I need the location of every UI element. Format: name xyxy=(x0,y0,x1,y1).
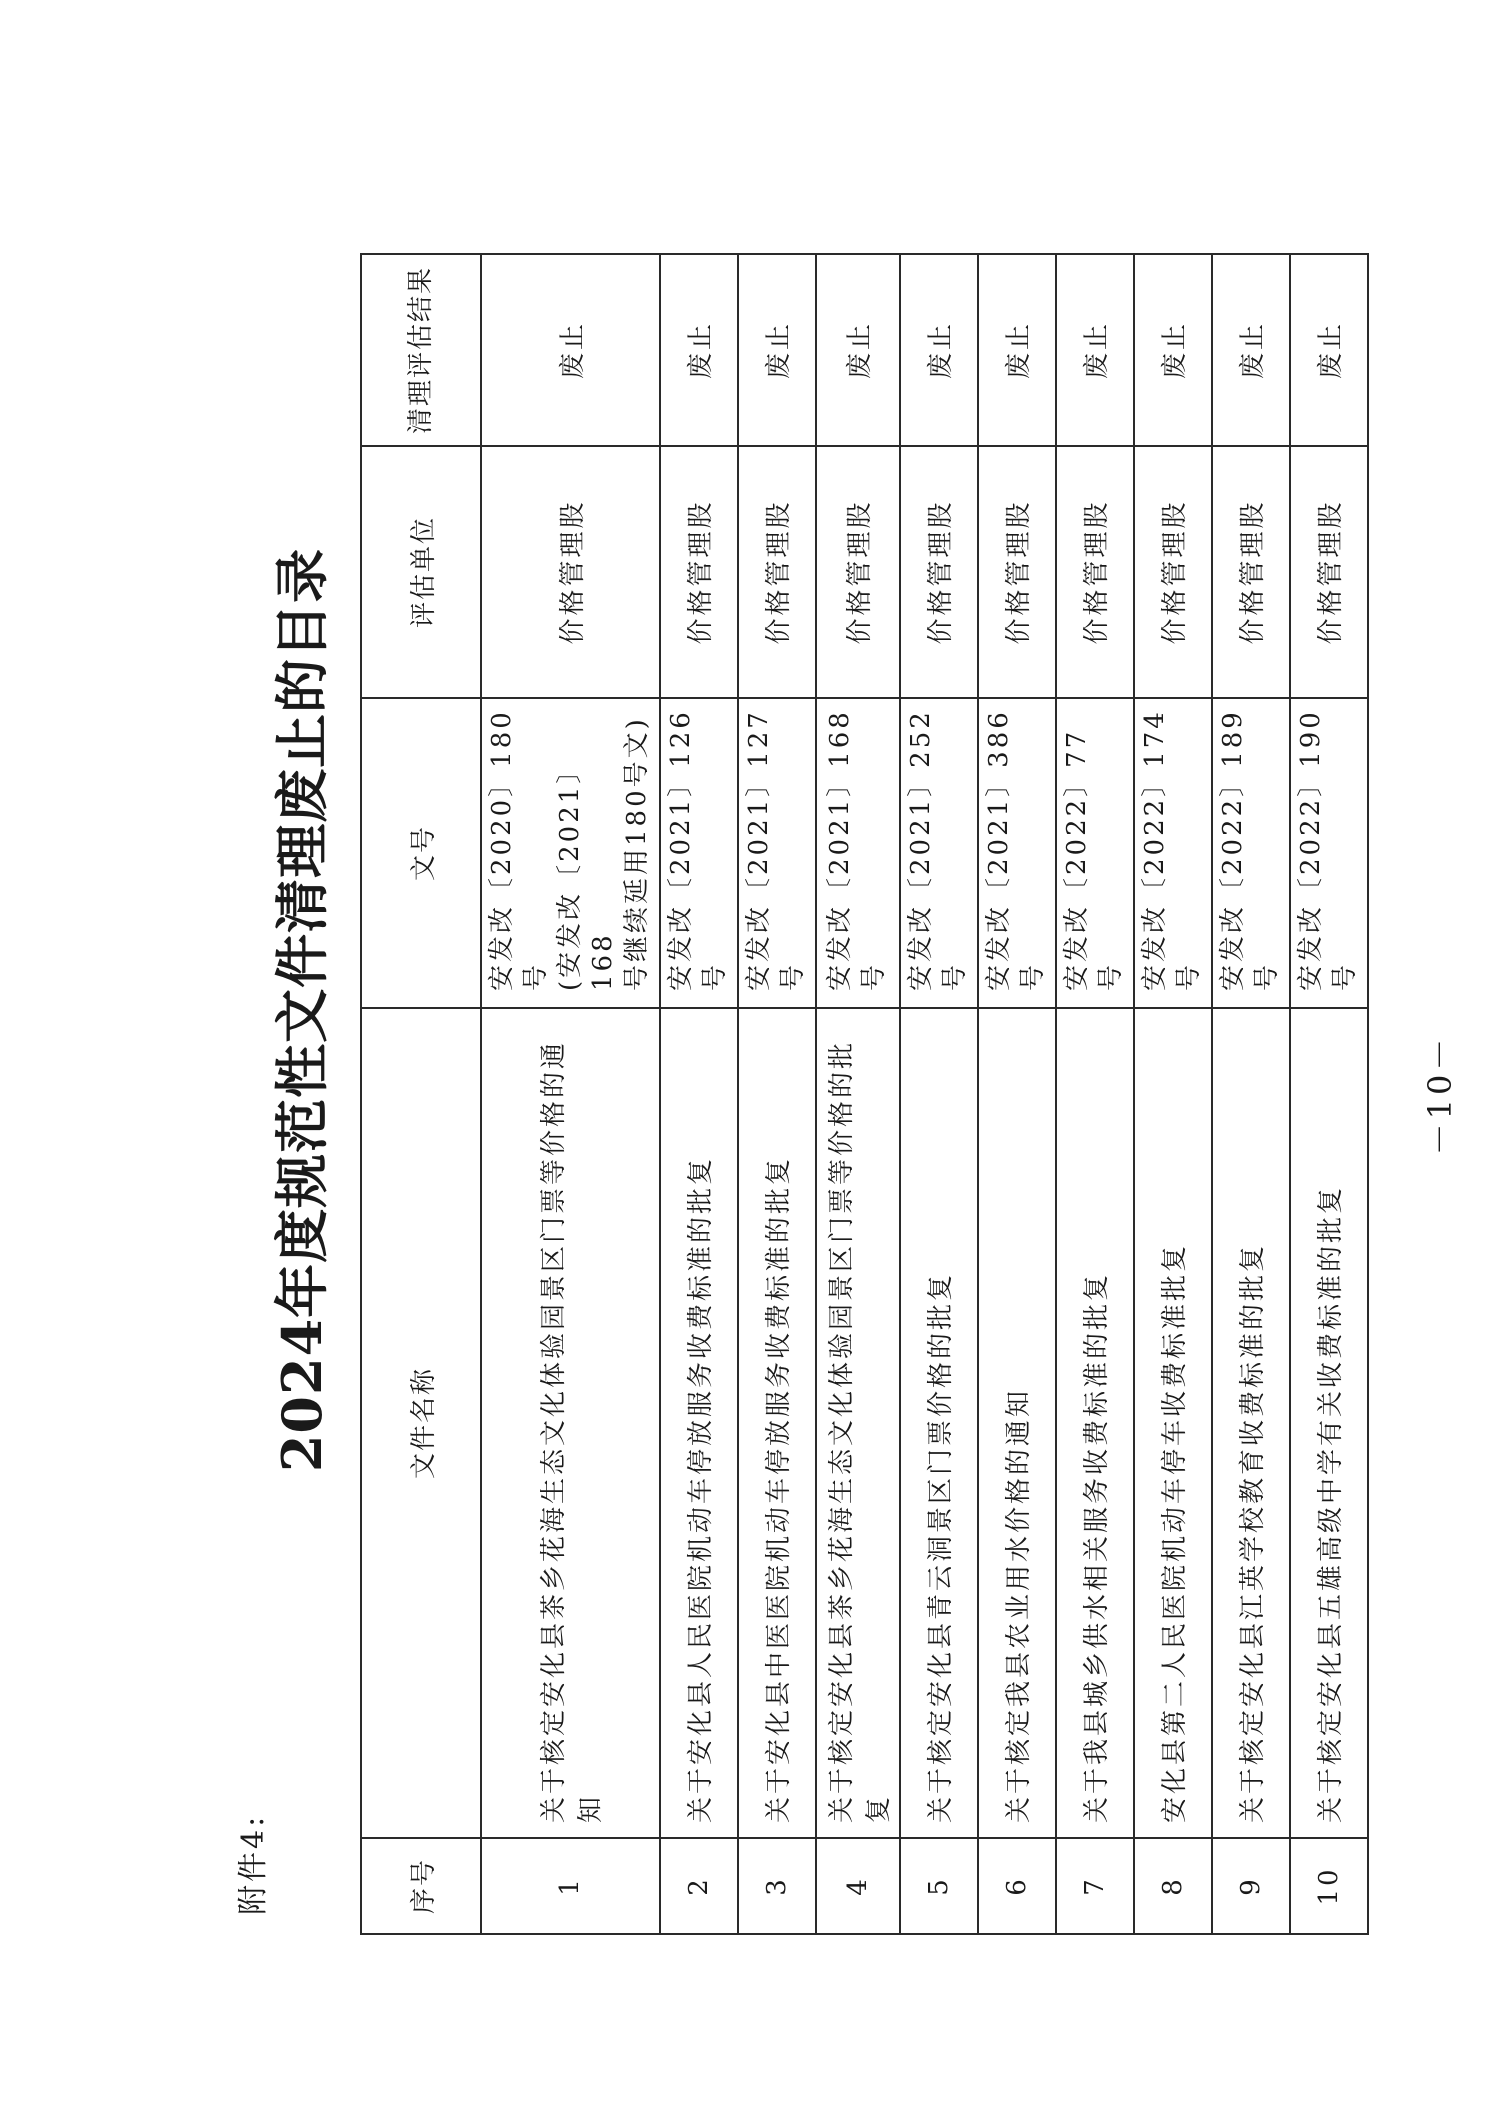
table-row xyxy=(481,254,660,1934)
cell-unit: 价格管理股 xyxy=(660,446,738,698)
cell-seq: 7 xyxy=(1056,1838,1134,1934)
table-row xyxy=(816,254,900,1934)
cell-name: 关于核定安化县茶乡花海生态文化体验园景区门票等价格的通知 xyxy=(481,1008,660,1838)
cell-docno: 安发改〔2021〕168号 xyxy=(816,698,900,1008)
table-row xyxy=(1290,254,1368,1934)
cell-result: 废止 xyxy=(738,254,816,446)
table-row xyxy=(1134,254,1212,1934)
cell-name: 关于核定安化县江英学校教育收费标准的批复 xyxy=(1212,1008,1290,1838)
header-unit: 评估单位 xyxy=(361,446,481,698)
cell-unit: 价格管理股 xyxy=(738,446,816,698)
page-title: 2024年度规范性文件清理废止的目录 xyxy=(270,547,334,1473)
cell-docno: 安发改〔2021〕252号 xyxy=(900,698,978,1008)
table-row xyxy=(660,254,738,1934)
cell-docno: 安发改〔2021〕126号 xyxy=(660,698,738,1008)
cell-docno: 安发改〔2021〕127号 xyxy=(738,698,816,1008)
cell-unit: 价格管理股 xyxy=(1056,446,1134,698)
cell-seq: 8 xyxy=(1134,1838,1212,1934)
cell-result: 废止 xyxy=(816,254,900,446)
catalog-table xyxy=(360,253,1369,1935)
cell-name: 安化县第二人民医院机动车停车收费标准批复 xyxy=(1134,1008,1212,1838)
table-row xyxy=(738,254,816,1934)
header-name: 文件名称 xyxy=(361,1008,481,1838)
cell-seq: 2 xyxy=(660,1838,738,1934)
cell-unit: 价格管理股 xyxy=(900,446,978,698)
cell-unit: 价格管理股 xyxy=(1134,446,1212,698)
cell-result: 废止 xyxy=(1290,254,1368,446)
cell-name: 关于我县城乡供水相关服务收费标准的批复 xyxy=(1056,1008,1134,1838)
cell-docno: 安发改〔2022〕189号 xyxy=(1212,698,1290,1008)
cell-result: 废止 xyxy=(1056,254,1134,446)
cell-seq: 6 xyxy=(978,1838,1056,1934)
cell-seq: 10 xyxy=(1290,1838,1368,1934)
attachment-label: 附件4: xyxy=(236,1813,271,1915)
header-seq: 序号 xyxy=(361,1838,481,1934)
page-number: －10－ xyxy=(1421,1034,1459,1156)
table-row xyxy=(978,254,1056,1934)
cell-result: 废止 xyxy=(1212,254,1290,446)
cell-result: 废止 xyxy=(1134,254,1212,446)
cell-name: 关于安化县人民医院机动车停放服务收费标准的批复 xyxy=(660,1008,738,1838)
cell-unit: 价格管理股 xyxy=(1290,446,1368,698)
table-row xyxy=(1212,254,1290,1934)
cell-result: 废止 xyxy=(978,254,1056,446)
cell-unit: 价格管理股 xyxy=(1212,446,1290,698)
cell-result: 废止 xyxy=(481,254,660,446)
cell-docno: 安发改〔2022〕174号 xyxy=(1134,698,1212,1008)
table-row xyxy=(1056,254,1134,1934)
table-header-row xyxy=(361,254,481,1934)
cell-docno: 安发改〔2021〕386号 xyxy=(978,698,1056,1008)
cell-name: 关于核定安化县五雄高级中学有关收费标准的批复 xyxy=(1290,1008,1368,1838)
cell-docno: 安发改〔2020〕180号 (安发改〔2021〕168 号继续延用180号文) xyxy=(481,698,660,1008)
cell-name: 关于安化县中医医院机动车停放服务收费标准的批复 xyxy=(738,1008,816,1838)
header-docno: 文号 xyxy=(361,698,481,1008)
cell-seq: 3 xyxy=(738,1838,816,1934)
cell-unit: 价格管理股 xyxy=(816,446,900,698)
table-row xyxy=(900,254,978,1934)
cell-unit: 价格管理股 xyxy=(481,446,660,698)
header-result: 清理评估结果 xyxy=(361,254,481,446)
cell-name: 关于核定我县农业用水价格的通知 xyxy=(978,1008,1056,1838)
cell-docno: 安发改〔2022〕77号 xyxy=(1056,698,1134,1008)
cell-seq: 5 xyxy=(900,1838,978,1934)
cell-result: 废止 xyxy=(900,254,978,446)
cell-seq: 9 xyxy=(1212,1838,1290,1934)
cell-unit: 价格管理股 xyxy=(978,446,1056,698)
cell-result: 废止 xyxy=(660,254,738,446)
cell-name: 关于核定安化县茶乡花海生态文化体验园景区门票等价格的批复 xyxy=(816,1008,900,1838)
cell-seq: 1 xyxy=(481,1838,660,1934)
rotated-page-content xyxy=(190,85,1487,1935)
cell-seq: 4 xyxy=(816,1838,900,1934)
cell-name: 关于核定安化县青云洞景区门票价格的批复 xyxy=(900,1008,978,1838)
cell-docno: 安发改〔2022〕190号 xyxy=(1290,698,1368,1008)
